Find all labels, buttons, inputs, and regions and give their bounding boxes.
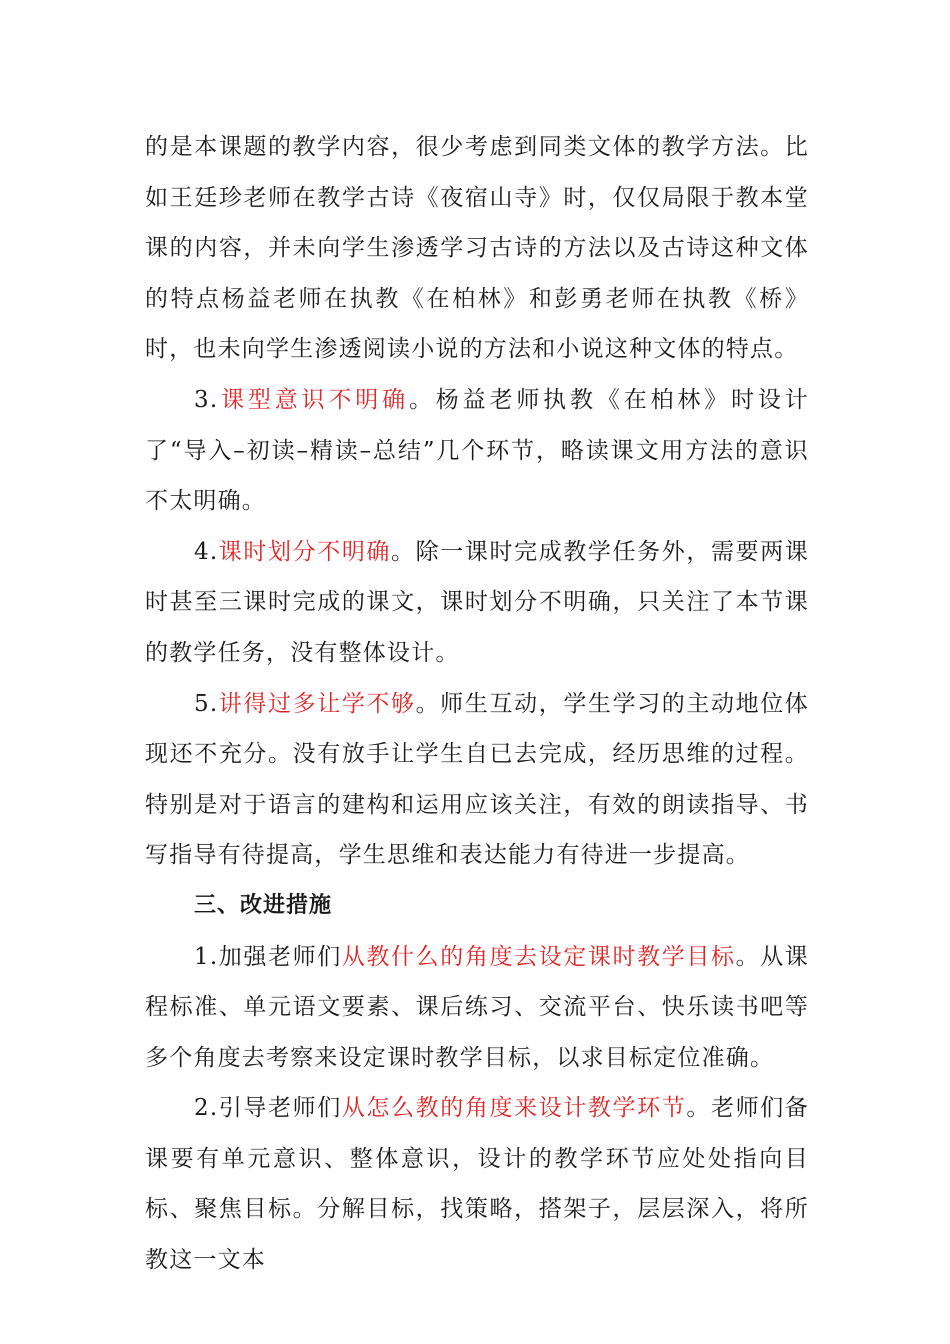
item-number: 3. (194, 386, 219, 413)
paragraph-item-3 (145, 375, 809, 527)
document-body (145, 122, 809, 1286)
paragraph-text: 。杨益老师执教《在柏林》时设计了“导入–初读–精读–总结”几个环节，略读课文用方法的意识不太明确。 (145, 386, 809, 515)
highlighted-phrase: 从教什么的角度去设定课时教学目标 (341, 943, 736, 970)
highlighted-phrase: 从怎么教的角度来设计教学环节 (341, 1095, 687, 1122)
paragraph-text: 的是本课题的教学内容，很少考虑到同类文体的教学方法。比如王廷珍老师在教学古诗《夜宿山寺》时，仅仅局限于教本堂课的内容，并未向学生渗透学习古诗的方法以及古诗这种文体的特点杨益老师在执教《在柏林》和彭勇老师在执教《桥》时，也未向学生渗透阅读小说的方法和小说这种文体的特点。 (145, 134, 809, 363)
highlighted-phrase: 课时划分不明确 (218, 538, 392, 565)
paragraph-continued (145, 122, 809, 375)
highlighted-phrase: 讲得过多让学不够 (218, 690, 416, 717)
paragraph-text: 。师生互动，学生学习的主动地位体现还不充分。没有放手让学生自已去完成，经历思维的过程。特别是对于语言的建构和运用应该关注，有效的朗读指导、书写指导有待提高，学生思维和表达能力有待进一步提高。 (145, 690, 809, 869)
highlighted-phrase: 课型意识不明确 (218, 386, 409, 413)
paragraph-text: 。老师们备课要有单元意识、整体意识，设计的教学环节应处处指向目标、聚焦目标。分解目标，找策略，搭架子，层层深入，将所教这一文本 (145, 1095, 809, 1274)
item-number: 5. (194, 690, 219, 717)
paragraph-text: 。从课程标准、单元语文要素、课后练习、交流平台、快乐读书吧等多个角度去考察来设定课时教学目标，以求目标定位准确。 (145, 943, 809, 1071)
item-number: 4. (194, 538, 219, 565)
section-heading: 三、改进措施 (194, 892, 333, 918)
paragraph-item-4 (145, 527, 809, 679)
paragraph-text: 。除一课时完成教学任务外，需要两课时甚至三课时完成的课文，课时划分不明确，只关注了本节课的教学任务，没有整体设计。 (145, 538, 809, 666)
measure-item-2 (145, 1083, 809, 1285)
measure-item-1 (145, 932, 809, 1084)
paragraph-item-5 (145, 679, 809, 881)
paragraph-text: 1.加强老师们 (194, 943, 342, 970)
paragraph-text: 2.引导老师们 (194, 1095, 342, 1122)
